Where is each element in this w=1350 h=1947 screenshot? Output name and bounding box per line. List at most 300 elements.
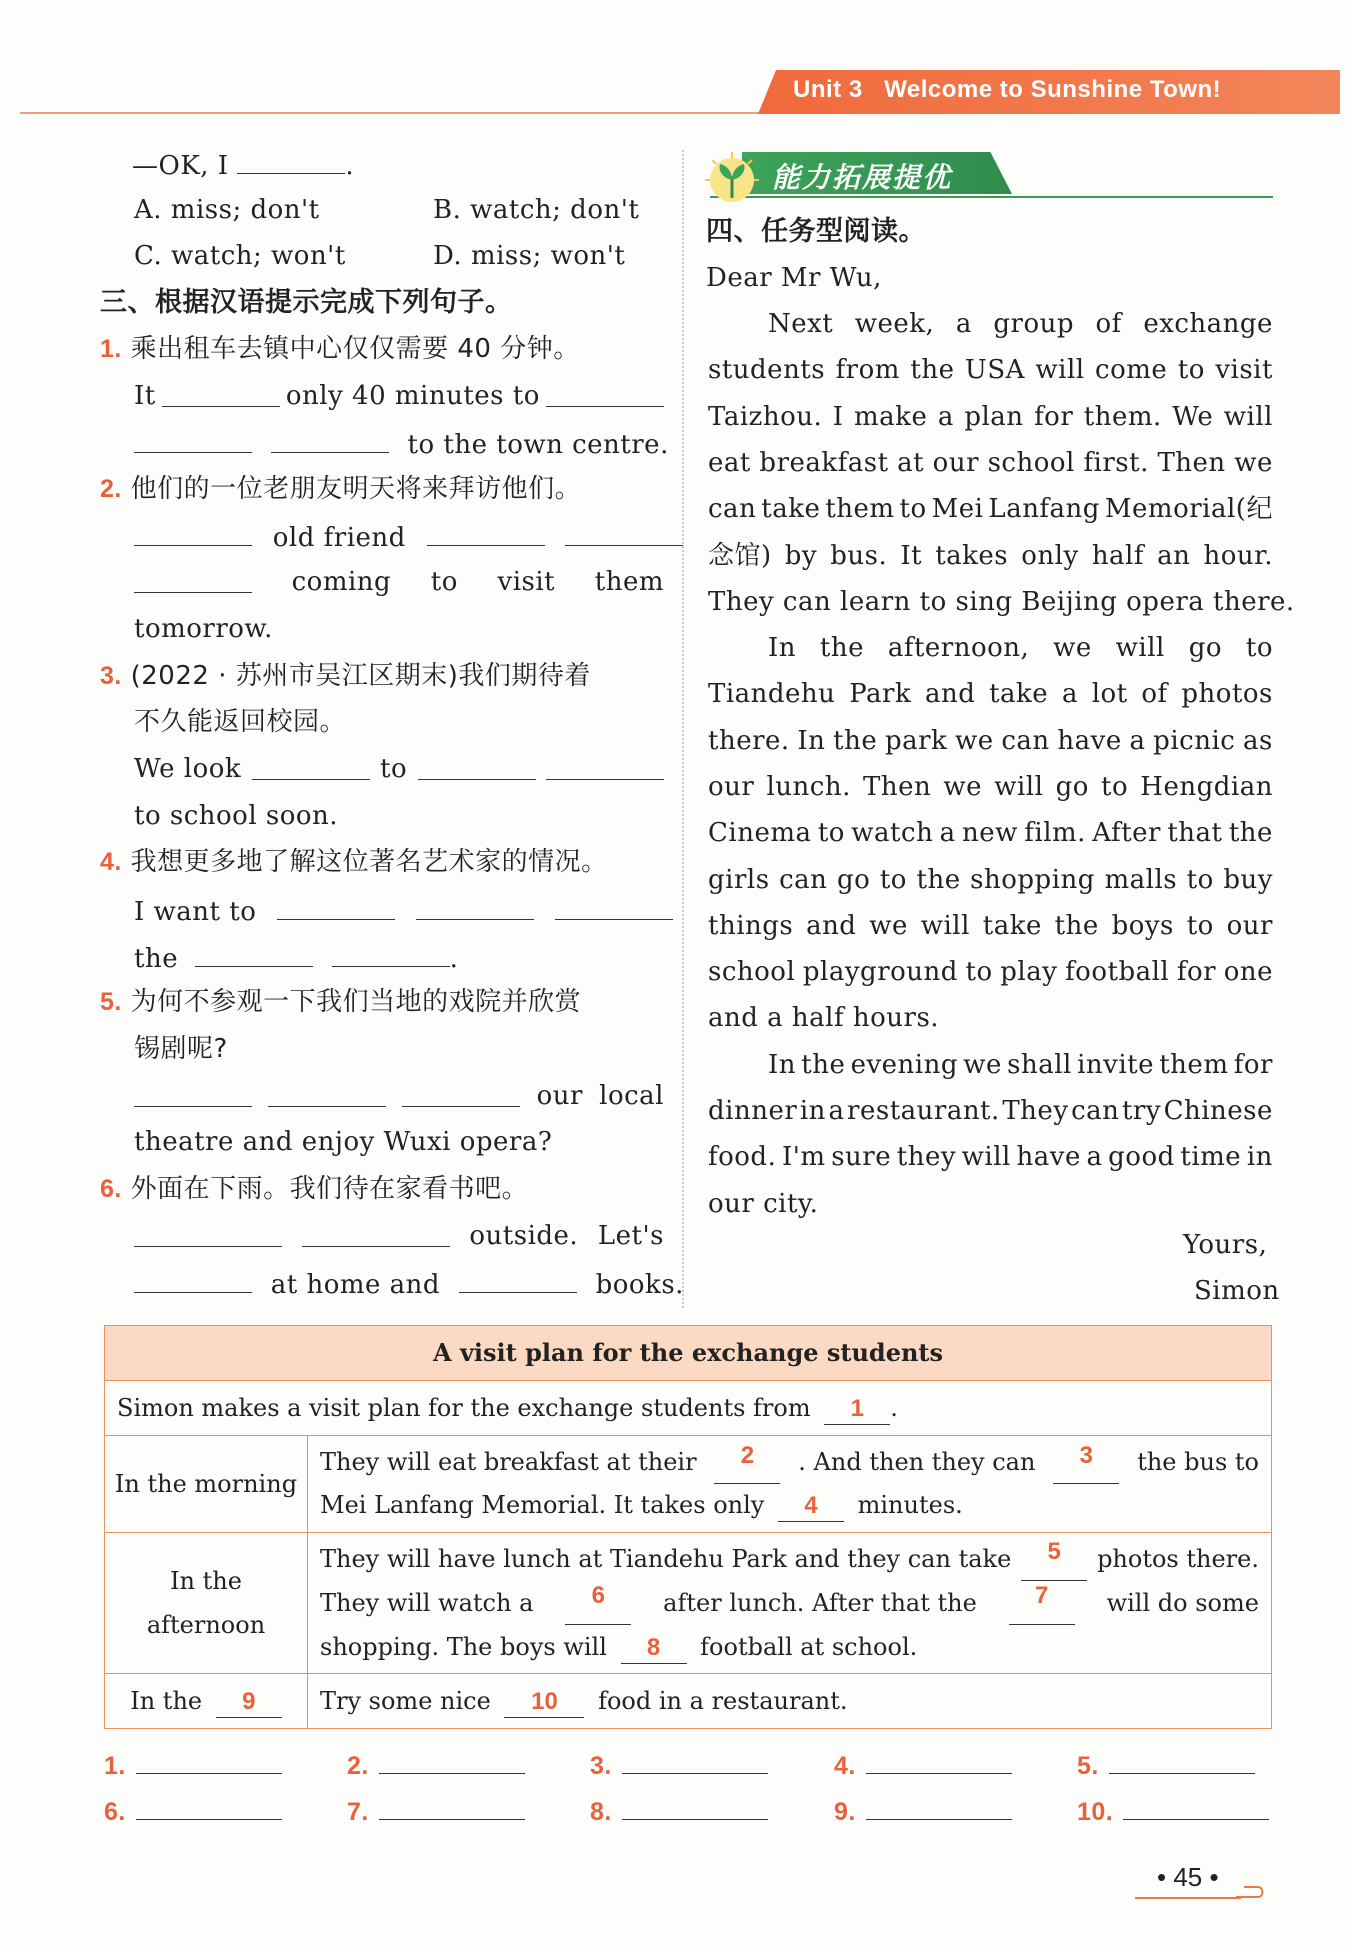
q6-word: outside.: [469, 1221, 579, 1251]
passage-line: [768, 632, 1273, 664]
passage-word: them: [1159, 1050, 1229, 1080]
q6-chinese: 外面在下雨。我们待在家看书吧。: [130, 1174, 529, 1204]
passage-word: go: [836, 865, 871, 895]
answer-number: 2.: [347, 1752, 369, 1780]
passage-word: as: [1243, 726, 1273, 756]
q2-blank-2[interactable]: [427, 519, 545, 546]
passage-word: come: [1095, 355, 1168, 385]
letter-closing: Yours,: [1183, 1230, 1268, 1260]
q2-word: them: [594, 567, 664, 597]
passage-word: buy: [1223, 865, 1273, 895]
passage-word: to: [965, 957, 993, 987]
answer-number: 10.: [1077, 1798, 1114, 1826]
passage-word: to: [879, 865, 907, 895]
passage-line: [708, 354, 1273, 386]
passage-word: we: [954, 726, 994, 756]
row-label-morning: In the morning: [105, 1436, 308, 1533]
passage-word: have: [1016, 1142, 1081, 1172]
q4-blank-4[interactable]: [195, 940, 313, 967]
passage-word: things: [708, 911, 794, 941]
passage-word: take: [982, 911, 1042, 941]
passage-word: for: [1034, 402, 1074, 432]
answer-number: 4.: [834, 1752, 856, 1780]
passage-word: we: [943, 772, 983, 802]
table-row-evening: [308, 1674, 1272, 1729]
passage-word: evening: [850, 1050, 958, 1080]
passage-line: [708, 540, 1273, 572]
letter-signature: Simon: [1194, 1276, 1280, 1306]
table-text: They will eat breakfast at their: [320, 1448, 697, 1476]
table-text: . And then they can: [798, 1448, 1036, 1476]
q1-word: to the town centre.: [407, 430, 669, 460]
q1-blank-2[interactable]: [546, 380, 664, 407]
passage-line: [708, 493, 1273, 525]
passage-word: by: [784, 541, 818, 571]
passage-word: will: [920, 911, 970, 941]
passage-line: [708, 956, 1273, 988]
passage-word: our city.: [708, 1189, 819, 1219]
intro-end: .: [345, 151, 355, 181]
answer-number: 1.: [104, 1752, 126, 1780]
passage-word: we: [963, 1050, 1002, 1080]
q2-number: 2.: [100, 475, 122, 503]
q1-number: 1.: [100, 335, 122, 363]
passage-word: try: [1121, 1096, 1162, 1126]
intro-line: [132, 147, 354, 182]
passage-word: lunch.: [766, 772, 851, 802]
passage-line: [708, 447, 1273, 479]
passage-word: girls: [708, 865, 770, 895]
answer-item: [590, 1793, 768, 1828]
answer-blank[interactable]: [136, 1747, 282, 1774]
table-text: .: [890, 1394, 898, 1422]
passage-word: Next: [768, 309, 834, 339]
passage-word: they: [896, 1142, 957, 1172]
answer-blank[interactable]: [379, 1793, 525, 1820]
q2-word: visit: [497, 567, 556, 597]
q4-prompt: [100, 846, 608, 878]
passage-word: a: [937, 402, 954, 432]
answer-item: [347, 1747, 525, 1782]
passage-word: group: [993, 309, 1074, 339]
passage-word: a: [1129, 726, 1146, 756]
q3-word: to: [380, 754, 408, 784]
table-blank-6[interactable]: 6: [565, 1581, 631, 1625]
passage-word: to: [1101, 772, 1129, 802]
q3-blank-3[interactable]: [546, 753, 664, 780]
passage-word: Hengdian: [1140, 772, 1273, 802]
q2-blank-3[interactable]: [565, 519, 683, 546]
q4-blank-5[interactable]: [332, 940, 450, 967]
passage-word: at: [897, 448, 925, 478]
passage-word: week,: [854, 309, 935, 339]
passage-word: Tiandehu: [708, 679, 836, 709]
passage-word: the: [910, 355, 955, 385]
table-text: after lunch. After that the: [663, 1589, 977, 1617]
passage-word: them: [825, 494, 895, 524]
option-b[interactable]: B. watch; don't: [433, 195, 640, 225]
answer-number: 5.: [1077, 1752, 1099, 1780]
passage-word: boys: [1111, 911, 1174, 941]
passage-word: invite: [1077, 1050, 1154, 1080]
passage-word: a: [828, 1096, 845, 1126]
passage-word: dinner: [708, 1096, 798, 1126]
passage-line: [708, 678, 1273, 710]
table-blank-2[interactable]: 2: [714, 1441, 780, 1484]
answer-item: [834, 1793, 1012, 1828]
answer-item: [104, 1747, 282, 1782]
passage-word: go: [1055, 772, 1089, 802]
ability-rule: [710, 196, 1273, 198]
table-blank-7[interactable]: 7: [1009, 1581, 1075, 1625]
passage-word: sure: [831, 1142, 892, 1172]
q5-prompt: [100, 986, 581, 1018]
answer-number: 7.: [347, 1798, 369, 1826]
passage-word: bus.: [830, 541, 888, 571]
passage-word: food.: [708, 1142, 777, 1172]
q2-prompt: [100, 473, 581, 505]
q1-line1: [134, 380, 664, 412]
passage-word: will: [1035, 355, 1085, 385]
passage-word: plan: [964, 402, 1024, 432]
passage-word: Chinese: [1163, 1096, 1273, 1126]
passage-word: can: [779, 865, 828, 895]
passage-word: the: [833, 726, 878, 756]
passage-word: Then: [1157, 448, 1226, 478]
q3-line2: to school soon.: [134, 801, 339, 831]
q2-word: coming: [291, 567, 392, 597]
passage-word: a: [955, 309, 972, 339]
table-text: Mei Lanfang Memorial. It takes only: [320, 1491, 765, 1519]
passage-word: the: [819, 633, 864, 663]
passage-word: Then: [863, 772, 932, 802]
passage-word: to: [1245, 633, 1273, 663]
answer-blank[interactable]: [379, 1747, 525, 1774]
answer-item: [1077, 1793, 1269, 1828]
passage-word: a: [939, 818, 956, 848]
table-text: shopping. The boys will: [320, 1633, 607, 1661]
q5-line2: theatre and enjoy Wuxi opera?: [134, 1127, 553, 1157]
passage-word: school: [708, 957, 796, 987]
afternoon-line-3: [320, 1625, 1259, 1669]
passage-word: will: [1223, 402, 1273, 432]
answer-item: [104, 1793, 282, 1828]
passage-word: that: [1167, 818, 1223, 848]
passage-word: Taizhou.: [708, 402, 823, 432]
passage-word: play: [1000, 957, 1058, 987]
passage-word: I'm: [781, 1142, 826, 1172]
passage-word: In: [797, 726, 826, 756]
table-text: Simon makes a visit plan for the exchange students from: [117, 1394, 811, 1422]
q5-word: local: [599, 1081, 664, 1111]
passage-word: photos: [1181, 679, 1273, 709]
answer-item: [347, 1793, 525, 1828]
q2-line2: [134, 566, 664, 598]
ability-banner-text: 能力拓展提优: [772, 161, 953, 194]
q5-blank-1[interactable]: [134, 1080, 252, 1107]
q5-blank-3[interactable]: [402, 1080, 520, 1107]
q4-word: .: [449, 944, 459, 974]
passage-line: [708, 817, 1273, 849]
passage-line: [708, 725, 1273, 757]
q1-blank-3[interactable]: [134, 426, 252, 453]
answer-number: 8.: [590, 1798, 612, 1826]
answer-number: 6.: [104, 1798, 126, 1826]
answer-blank[interactable]: [866, 1793, 1012, 1820]
unit-title: [793, 76, 1221, 104]
passage-word: there.: [708, 726, 790, 756]
answer-blank[interactable]: [866, 1747, 1012, 1774]
passage-word: time: [1180, 1142, 1242, 1172]
answer-blank[interactable]: [1123, 1793, 1269, 1820]
q3-chinese: (2022 · 苏州市吴江区期末)我们期待着: [130, 661, 591, 691]
passage-word: of: [1095, 309, 1122, 339]
q5-word: our: [536, 1081, 583, 1111]
answer-item: [1077, 1747, 1255, 1782]
table-blank-4[interactable]: 4: [778, 1491, 844, 1522]
table-blank-10[interactable]: 10: [504, 1687, 584, 1718]
q6-blank-4[interactable]: [459, 1266, 577, 1293]
passage-word: In: [768, 633, 797, 663]
passage-word: shall: [1007, 1050, 1072, 1080]
passage-word: exchange: [1143, 309, 1273, 339]
q5-chinese-cont: 锡剧呢?: [134, 1034, 228, 1064]
q6-blank-3[interactable]: [134, 1266, 252, 1293]
q5-blank-2[interactable]: [268, 1080, 386, 1107]
passage-word: park: [884, 726, 948, 756]
passage-word: a: [1061, 679, 1078, 709]
passage-word: go: [1188, 633, 1223, 663]
table-text: the bus to: [1137, 1448, 1259, 1476]
q3-blank-1[interactable]: [252, 753, 370, 780]
q4-word: I want to: [134, 897, 257, 927]
q5-chinese: 为何不参观一下我们当地的戏院并欣赏: [130, 987, 582, 1017]
passage-word: and a half hours.: [708, 1003, 940, 1033]
answer-blank[interactable]: [237, 147, 345, 174]
passage-word: picnic: [1153, 726, 1236, 756]
passage-word: lot: [1091, 679, 1128, 709]
passage-word: will: [961, 1142, 1011, 1172]
answer-blank[interactable]: [136, 1793, 282, 1820]
passage-word: a: [1086, 1142, 1103, 1172]
q4-blank-1[interactable]: [277, 893, 395, 920]
passage-word: for: [1233, 1050, 1273, 1080]
passage-word: malls: [1104, 865, 1178, 895]
option-a[interactable]: A. miss; don't: [134, 195, 320, 225]
q1-line2: [134, 426, 669, 461]
passage-word: breakfast: [759, 448, 889, 478]
row-label-evening: [105, 1674, 308, 1729]
passage-word: It: [900, 541, 923, 571]
q3-prompt: [100, 660, 591, 692]
table-row-from: [105, 1381, 1272, 1436]
section-3-heading: 三、根据汉语提示完成下列句子。: [100, 287, 513, 318]
table-blank-1[interactable]: 1: [824, 1394, 890, 1425]
passage-word: make: [854, 402, 928, 432]
table-text: food in a restaurant.: [598, 1687, 848, 1715]
option-d[interactable]: D. miss; won't: [433, 241, 626, 271]
q6-blank-1[interactable]: [134, 1220, 282, 1247]
q2-line3: tomorrow.: [134, 614, 273, 644]
table-blank-9[interactable]: 9: [216, 1687, 282, 1718]
passage-word: the: [1228, 818, 1273, 848]
passage-word: we: [869, 911, 908, 941]
table-text: will do some: [1106, 1589, 1259, 1617]
passage-word: for: [1176, 957, 1217, 987]
answer-number: 9.: [834, 1798, 856, 1826]
passage-word: watch: [851, 818, 934, 848]
passage-word: only: [1021, 541, 1079, 571]
passage-word: school: [987, 448, 1075, 478]
answer-item: [590, 1747, 768, 1782]
passage-word: restaurant.: [847, 1096, 1000, 1126]
passage-word: our: [1226, 911, 1273, 941]
unit-label: Unit 3: [793, 76, 863, 103]
column-divider: [682, 150, 684, 1308]
passage-line: [708, 1002, 939, 1034]
q2-chinese: 他们的一位老朋友明天将来拜访他们。: [130, 474, 582, 504]
q3-blank-2[interactable]: [418, 753, 536, 780]
passage-word: our: [708, 772, 755, 802]
passage-word: takes: [935, 541, 1009, 571]
table-text: They will have lunch at Tiandehu Park and they can take: [320, 1545, 1012, 1573]
arrow-icon: [1236, 1876, 1266, 1900]
q6-line1: [134, 1220, 664, 1252]
passage-word: to: [899, 494, 927, 524]
passage-word: take: [989, 679, 1049, 709]
passage-word: Cinema: [708, 818, 812, 848]
q3-chinese-cont: 不久能返回校园。: [134, 707, 347, 737]
table-text: photos there.: [1097, 1545, 1259, 1573]
passage-word: to: [1186, 911, 1214, 941]
answer-blank[interactable]: [1109, 1747, 1255, 1774]
passage-word: 念馆): [708, 541, 772, 571]
passage-word: we: [1234, 448, 1273, 478]
q6-line2: [134, 1266, 684, 1301]
table-blank-8[interactable]: 8: [621, 1633, 687, 1664]
answer-blank[interactable]: [622, 1747, 768, 1774]
table-blank-3[interactable]: 3: [1053, 1441, 1119, 1484]
passage-word: them.: [1083, 402, 1162, 432]
passage-word: USA: [964, 355, 1025, 385]
q4-chinese: 我想更多地了解这位著名艺术家的情况。: [130, 847, 608, 877]
q3-line1: [134, 753, 664, 785]
passage-word: in: [799, 1096, 826, 1126]
q4-blank-3[interactable]: [555, 893, 673, 920]
section-4-heading: 四、任务型阅读。: [706, 216, 926, 247]
passage-word: good: [1108, 1142, 1175, 1172]
afternoon-line-1: [320, 1537, 1259, 1581]
morning-line-2: [320, 1484, 1259, 1527]
morning-line-1: [320, 1441, 1259, 1484]
q4-number: 4.: [100, 848, 122, 876]
table-row-afternoon: [308, 1533, 1272, 1674]
passage-word: They: [1002, 1096, 1069, 1126]
q1-blank-4[interactable]: [271, 426, 389, 453]
q1-word: It: [134, 381, 156, 411]
passage-word: of: [1141, 679, 1168, 709]
q4-line2: [134, 940, 458, 975]
passage-line: [768, 308, 1273, 340]
passage-word: the: [801, 1050, 846, 1080]
passage-line: [768, 1049, 1273, 1081]
passage-word: in: [1246, 1142, 1273, 1172]
passage-word: to: [1177, 355, 1205, 385]
table-text: In the: [130, 1687, 203, 1715]
passage-word: students: [708, 355, 826, 385]
passage-line: [708, 401, 1273, 433]
intro-text: —OK, I: [132, 151, 229, 181]
passage-word: film.: [1024, 818, 1086, 848]
passage-word: Memorial(纪: [1104, 494, 1273, 524]
passage-line: [708, 1141, 1273, 1173]
option-c[interactable]: C. watch; won't: [134, 241, 346, 271]
table-title: A visit plan for the exchange students: [105, 1326, 1272, 1381]
answer-item: [834, 1747, 1012, 1782]
passage-word: can: [1001, 726, 1050, 756]
table-text: They will watch a: [320, 1589, 534, 1617]
passage-word: and: [924, 679, 976, 709]
q6-word: at home and: [270, 1270, 441, 1300]
q3-word: We look: [134, 754, 242, 784]
q2-word: to: [430, 567, 458, 597]
passage-word: the: [1054, 911, 1099, 941]
passage-word: one: [1223, 957, 1273, 987]
passage-word: After: [1092, 818, 1161, 848]
q2-word: old friend: [272, 523, 406, 553]
passage-word: afternoon,: [887, 633, 1030, 663]
q6-blank-2[interactable]: [302, 1220, 450, 1247]
passage-word: eat: [708, 448, 751, 478]
passage-word: an: [1157, 541, 1191, 571]
q1-blank-1[interactable]: [162, 380, 280, 407]
passage-word: our: [932, 448, 979, 478]
q2-blank-4[interactable]: [134, 566, 252, 593]
table-text: football at school.: [700, 1633, 918, 1661]
afternoon-line-2: [320, 1581, 1259, 1625]
passage-word: and: [806, 911, 857, 941]
q1-chinese: 乘出租车去镇中心仅仅需要 40 分钟。: [130, 334, 580, 364]
q2-blank-1[interactable]: [134, 519, 252, 546]
q4-line1: [134, 893, 673, 928]
passage-word: hour.: [1203, 541, 1273, 571]
passage-line: [708, 1095, 1273, 1127]
q6-word: Let's: [597, 1221, 664, 1251]
answer-number: 3.: [590, 1752, 612, 1780]
q1-word: only 40 minutes to: [285, 381, 540, 411]
unit-name: Welcome to Sunshine Town!: [884, 76, 1222, 103]
passage-word: to: [1186, 865, 1214, 895]
page-number: • 45 •: [1157, 1862, 1219, 1892]
passage-word: In: [768, 1050, 797, 1080]
q4-word: the: [134, 944, 179, 974]
passage-line: [708, 1188, 818, 1220]
passage-word: new: [962, 818, 1018, 848]
q6-word: books.: [595, 1270, 684, 1300]
passage-word: They can learn to sing Beijing opera there.: [708, 587, 1295, 617]
q4-blank-2[interactable]: [416, 893, 534, 920]
table-blank-5[interactable]: 5: [1021, 1537, 1087, 1581]
page-number-value: 45: [1173, 1862, 1203, 1892]
answer-blank[interactable]: [622, 1793, 768, 1820]
passage-word: will: [994, 772, 1044, 802]
row-label-afternoon: In the afternoon: [105, 1533, 308, 1674]
passage-word: Mei: [931, 494, 984, 524]
visit-plan-table: [104, 1325, 1272, 1729]
q5-number: 5.: [100, 988, 122, 1016]
passage-word: half: [1091, 541, 1144, 571]
passage-word: visit: [1215, 355, 1273, 385]
